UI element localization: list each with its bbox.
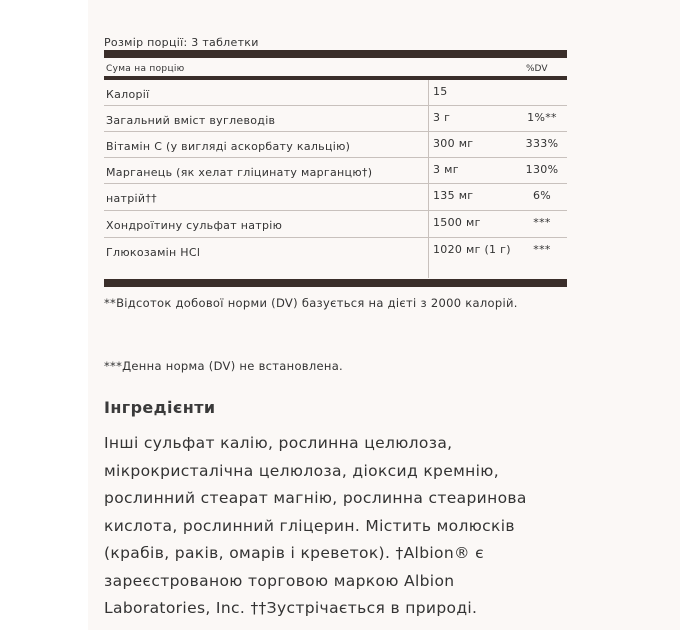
nutrient-name: Калорії	[106, 88, 150, 101]
top-divider	[104, 50, 567, 58]
nutrient-amount: 300 мг	[428, 132, 528, 157]
nutrient-amount: 135 мг	[428, 184, 528, 210]
footnote-dv-not-established: ***Денна норма (DV) не встановлена.	[104, 359, 344, 373]
nutrient-dv: 333%	[525, 137, 559, 150]
nutrient-dv: ***	[533, 216, 551, 229]
table-row	[104, 80, 567, 106]
nutrient-name: Марганець (як хелат гліцинату марганцю†)	[106, 166, 373, 179]
serving-size: Розмір порції: 3 таблетки	[104, 36, 259, 49]
nutrient-name: Хондроїтину сульфат натрію	[106, 219, 283, 232]
table-row	[104, 106, 567, 132]
nutrient-name: натрій††	[106, 192, 157, 205]
nutrient-dv: 1%**	[527, 111, 557, 124]
nutrient-name: Вітамін С (у вигляді аскорбату кальцію)	[106, 140, 351, 153]
nutrient-amount: 3 мг	[428, 158, 528, 183]
nutrient-amount: 3 г	[428, 106, 528, 131]
table-row	[104, 211, 567, 238]
nutrient-name: Загальний вміст вуглеводів	[106, 114, 276, 127]
nutrient-dv: 6%	[532, 189, 552, 202]
nutrient-amount: 1020 мг (1 г)	[428, 238, 516, 278]
nutrient-dv: ***	[533, 243, 551, 256]
nutrient-dv: 130%	[525, 163, 559, 176]
bottom-divider	[104, 279, 567, 287]
table-row	[104, 184, 567, 211]
nutrient-table	[104, 80, 567, 278]
ingredients-text: Інші сульфат калію, рослинна целюлоза, мікрокристалічна целюлоза, діоксид кремнію, рослинний стеарат магнію, рослинна стеаринова кислота, рослинний гліцерин. Містить молюсків (крабів, раків, омарів і креветок). †Albion® є зареєстрованою торговою маркою Albion Laboratories, Inc. ††Зустрічається в природі.	[104, 434, 527, 617]
amount-per-serving-label: Сума на порцію	[106, 64, 185, 74]
nutrient-amount: 1500 мг	[428, 211, 528, 237]
nutrient-name: Глюкозамін HCl	[106, 246, 201, 259]
dv-header-label: %DV	[526, 64, 548, 74]
nutrient-amount: 15	[428, 80, 528, 105]
table-header	[104, 58, 567, 78]
ingredients-title: Інгредієнти	[104, 398, 216, 417]
table-row	[104, 132, 567, 158]
table-row	[104, 158, 567, 184]
footnote-dv-basis: **Відсоток добової норми (DV) базується на дієті з 2000 калорій.	[104, 296, 518, 310]
table-row	[104, 238, 567, 278]
